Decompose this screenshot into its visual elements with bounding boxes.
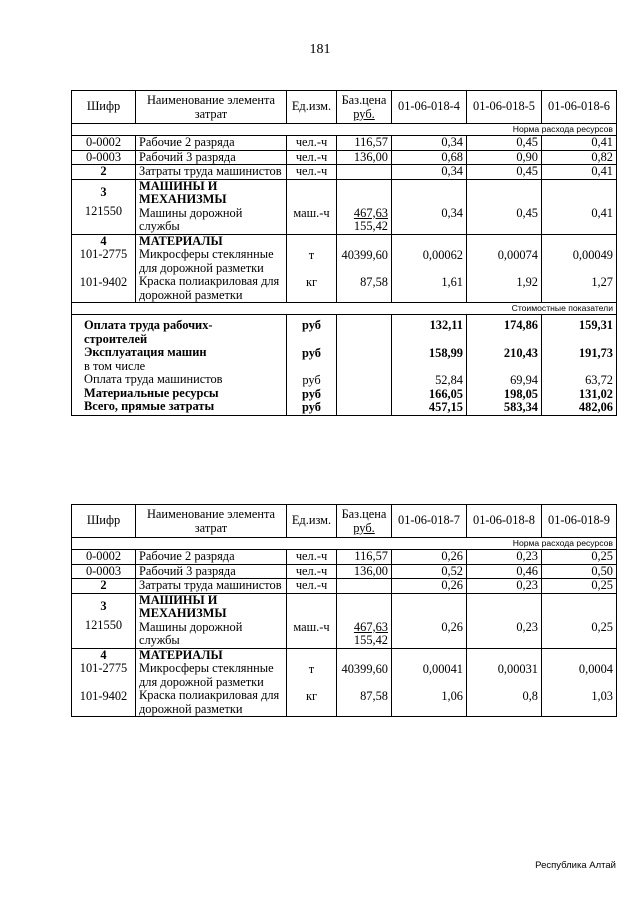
table-cell: 0,34 <box>392 136 467 151</box>
cell-text: 198,05 <box>503 386 538 401</box>
cell-text: 87,58 <box>360 275 388 289</box>
table-cell: 0-0003 <box>72 150 136 165</box>
table-cell: чел.-ч <box>287 564 337 579</box>
cell-text: 1,27 <box>591 275 613 289</box>
cell-text: 1,61 <box>441 275 463 289</box>
table-cell <box>287 179 337 234</box>
header-unit: Ед.изм. <box>287 91 337 124</box>
table-cell <box>72 179 136 234</box>
table-cell <box>467 315 542 416</box>
cell-text: 0,25 <box>591 619 613 634</box>
table-cell: Рабочие 2 разряда <box>136 136 287 151</box>
table-cell <box>467 648 542 717</box>
cell-text: кг <box>305 689 318 703</box>
cell-text: 3 <box>100 184 107 199</box>
cell-text: 101-9402 <box>79 274 128 289</box>
materials-section <box>72 234 617 303</box>
cell-text: 210,43 <box>503 345 538 360</box>
resource-table-2 <box>71 504 617 717</box>
cell-text: 174,86 <box>503 318 538 332</box>
table-cell <box>392 648 467 717</box>
cell-text: Машины дорожной службы <box>139 619 243 647</box>
cell-text: 0,8 <box>522 689 538 703</box>
table-cell: 0,41 <box>542 165 617 180</box>
cell-text: 0,23 <box>516 619 538 634</box>
cell-text: 132,11 <box>429 318 463 332</box>
cell-text: 40399,60 <box>341 247 388 262</box>
table-cell: 0,45 <box>467 165 542 180</box>
header-shifr: Шифр <box>72 91 136 124</box>
table-cell: Рабочий 3 разряда <box>136 564 287 579</box>
labor-row <box>72 579 617 594</box>
cell-text: 482,06 <box>578 400 613 414</box>
cell-text: 101-2775 <box>79 247 128 261</box>
cell-text: кг <box>305 275 318 289</box>
table-header-row <box>72 505 617 538</box>
table-cell: 116,57 <box>337 136 392 151</box>
cell-text: МАТЕРИАЛЫ <box>139 233 223 248</box>
cell-text: 467,63 <box>353 205 388 220</box>
table-cell: 0,25 <box>542 550 617 565</box>
table-cell <box>542 179 617 234</box>
cell-text: 4 <box>100 647 107 662</box>
cell-text: Микросферы стеклянные для дорожной разметки <box>139 661 274 689</box>
table-cell <box>287 648 337 717</box>
band-row <box>72 538 617 550</box>
header-code: 01-06-018-5 <box>467 91 542 124</box>
cell-text: Всего, прямые затраты <box>84 399 215 413</box>
table-cell <box>542 315 617 416</box>
cell-text: 69,94 <box>510 373 538 387</box>
cell-text: Оплата труда рабочих-строителей <box>84 318 213 346</box>
band-cost: Стоимостные показатели <box>72 303 617 315</box>
header-price <box>337 505 392 538</box>
cell-text: Микросферы стеклянные для дорожной разметки <box>139 247 274 275</box>
cell-text: 467,63 <box>353 619 388 634</box>
cell-text: 101-2775 <box>79 661 128 675</box>
table-cell: 0-0003 <box>72 564 136 579</box>
table-row <box>72 136 617 151</box>
table-cell: чел.-ч <box>287 550 337 565</box>
cell-text: т <box>308 661 315 676</box>
table-cell <box>287 593 337 648</box>
cell-text: Машины дорожной службы <box>139 205 243 233</box>
table-cell: 0,23 <box>467 579 542 594</box>
table-cell <box>136 234 287 303</box>
table-cell: 0,26 <box>392 579 467 594</box>
cell-text: 155,42 <box>353 219 388 233</box>
table-cell: чел.-ч <box>287 136 337 151</box>
table-cell <box>287 234 337 303</box>
table-cell: 136,00 <box>337 564 392 579</box>
cell-text: МАШИНЫ И МЕХАНИЗМЫ <box>139 592 227 620</box>
cell-text: 0,26 <box>441 619 463 634</box>
header-code: 01-06-018-4 <box>392 91 467 124</box>
header-name: Наименование элемента затрат <box>136 505 287 538</box>
table-cell <box>136 593 287 648</box>
cell-text: т <box>308 247 315 262</box>
cell-text: 457,15 <box>428 400 463 414</box>
table-cell: 0,68 <box>392 150 467 165</box>
cell-text: 0,34 <box>441 205 463 220</box>
cell-text: 0,00031 <box>497 661 538 676</box>
table-cell: 0,52 <box>392 564 467 579</box>
table-cell: Затраты труда машинистов <box>136 165 287 180</box>
table-cell: 0-0002 <box>72 136 136 151</box>
table-cell <box>392 179 467 234</box>
materials-section <box>72 648 617 717</box>
cell-text: 131,02 <box>578 386 613 401</box>
cell-text: руб. <box>353 521 375 535</box>
cell-text: Баз.цена <box>341 93 387 107</box>
band-norm: Норма расхода ресурсов <box>72 538 617 550</box>
table-cell: 2 <box>72 579 136 594</box>
header-price <box>337 91 392 124</box>
table-cell: 0,90 <box>467 150 542 165</box>
table-cell: 0,46 <box>467 564 542 579</box>
table-row <box>72 150 617 165</box>
table-header-row <box>72 91 617 124</box>
cell-text: руб. <box>353 107 375 121</box>
cell-text: 121550 <box>84 618 123 632</box>
table-cell <box>72 315 287 416</box>
table-cell: чел.-ч <box>287 165 337 180</box>
machines-section <box>72 593 617 648</box>
table-cell <box>542 234 617 303</box>
table-cell: Рабочий 3 разряда <box>136 150 287 165</box>
cell-text: 87,58 <box>360 689 388 703</box>
header-code: 01-06-018-9 <box>542 505 617 538</box>
table-cell <box>136 648 287 717</box>
cell-text: 158,99 <box>428 345 463 360</box>
table-cell <box>72 593 136 648</box>
cell-text: МАТЕРИАЛЫ <box>139 647 223 662</box>
cell-text: 63,72 <box>585 373 613 387</box>
cell-text: руб <box>302 318 321 332</box>
table-cell: чел.-ч <box>287 150 337 165</box>
table-cell: 0,82 <box>542 150 617 165</box>
table-cell: 136,00 <box>337 150 392 165</box>
labor-row <box>72 165 617 180</box>
cell-text: 155,42 <box>353 633 388 647</box>
table-cell: 0,50 <box>542 564 617 579</box>
table-cell: 0,26 <box>392 550 467 565</box>
cell-text: МАШИНЫ И МЕХАНИЗМЫ <box>139 178 227 206</box>
table-cell: 2 <box>72 165 136 180</box>
table-cell: 0,34 <box>392 165 467 180</box>
cell-text: 191,73 <box>578 345 613 360</box>
cell-text: руб <box>302 400 321 414</box>
page-number: 181 <box>309 42 331 57</box>
table-cell <box>136 179 287 234</box>
cell-text: Эксплуатация машин <box>84 345 207 359</box>
table-cell: 0,45 <box>467 136 542 151</box>
table-cell: чел.-ч <box>287 579 337 594</box>
footer-region: Республика Алтай <box>535 860 616 871</box>
header-shifr: Шифр <box>72 505 136 538</box>
cell-text: 0,00062 <box>422 247 463 262</box>
cell-text: руб <box>302 373 321 387</box>
cell-text: 166,05 <box>428 386 463 401</box>
cell-text: 0,00074 <box>497 247 538 262</box>
resource-table-1 <box>71 90 617 416</box>
cell-text: в том числе <box>84 358 146 373</box>
table-cell <box>337 579 392 594</box>
header-code: 01-06-018-8 <box>467 505 542 538</box>
table-cell <box>542 648 617 717</box>
band-row <box>72 303 617 315</box>
cell-text: Баз.цена <box>341 507 387 521</box>
cell-text: 1,06 <box>441 689 463 703</box>
table-cell <box>337 165 392 180</box>
table-cell: 116,57 <box>337 550 392 565</box>
table-cell <box>392 593 467 648</box>
header-code: 01-06-018-7 <box>392 505 467 538</box>
cell-text: 121550 <box>84 204 123 218</box>
header-unit: Ед.изм. <box>287 505 337 538</box>
cell-text: Краска полиакриловая для дорожной разметки <box>139 688 280 716</box>
machines-section <box>72 179 617 234</box>
table-cell <box>72 234 136 303</box>
band-row <box>72 124 617 136</box>
cell-text: 52,84 <box>435 373 463 387</box>
header-code: 01-06-018-6 <box>542 91 617 124</box>
table-cell: 0,41 <box>542 136 617 151</box>
table-row <box>72 564 617 579</box>
cell-text: 1,03 <box>591 689 613 703</box>
table-cell <box>392 315 467 416</box>
table-cell <box>337 315 392 416</box>
table-cell: Рабочие 2 разряда <box>136 550 287 565</box>
cell-text: 0,00041 <box>422 661 463 676</box>
cell-text: 4 <box>100 233 107 248</box>
cell-text: Оплата труда машинистов <box>84 372 223 386</box>
cell-text: маш.-ч <box>293 205 330 220</box>
cell-text: 1,92 <box>516 275 538 289</box>
cell-text: 0,45 <box>516 205 538 220</box>
table-row <box>72 550 617 565</box>
cell-text: 0,0004 <box>578 661 613 676</box>
table-cell: 0,25 <box>542 579 617 594</box>
table-cell <box>287 315 337 416</box>
cost-section <box>72 315 617 416</box>
band-norm: Норма расхода ресурсов <box>72 124 617 136</box>
table-cell <box>337 593 392 648</box>
cell-text: 159,31 <box>578 318 613 332</box>
header-name: Наименование элемента затрат <box>136 91 287 124</box>
table-cell <box>542 593 617 648</box>
table-cell <box>337 234 392 303</box>
cell-text: руб <box>302 345 321 360</box>
cell-text: 3 <box>100 598 107 613</box>
table-cell: Затраты труда машинистов <box>136 579 287 594</box>
cell-text: 101-9402 <box>79 688 128 703</box>
cell-text: маш.-ч <box>293 619 330 634</box>
cell-text: 0,41 <box>591 205 613 220</box>
table-cell: 0,23 <box>467 550 542 565</box>
cell-text: 40399,60 <box>341 661 388 676</box>
cell-text: 583,34 <box>503 400 538 414</box>
table-cell <box>337 179 392 234</box>
table-cell <box>467 234 542 303</box>
table-cell <box>72 648 136 717</box>
table-cell: 0-0002 <box>72 550 136 565</box>
table-cell <box>467 179 542 234</box>
cell-text: 0,00049 <box>572 247 613 262</box>
cell-text: руб <box>302 386 321 401</box>
cell-text: Краска полиакриловая для дорожной разметки <box>139 274 280 302</box>
table-cell <box>467 593 542 648</box>
table-cell <box>392 234 467 303</box>
cell-text: Материальные ресурсы <box>84 385 219 400</box>
table-cell <box>337 648 392 717</box>
